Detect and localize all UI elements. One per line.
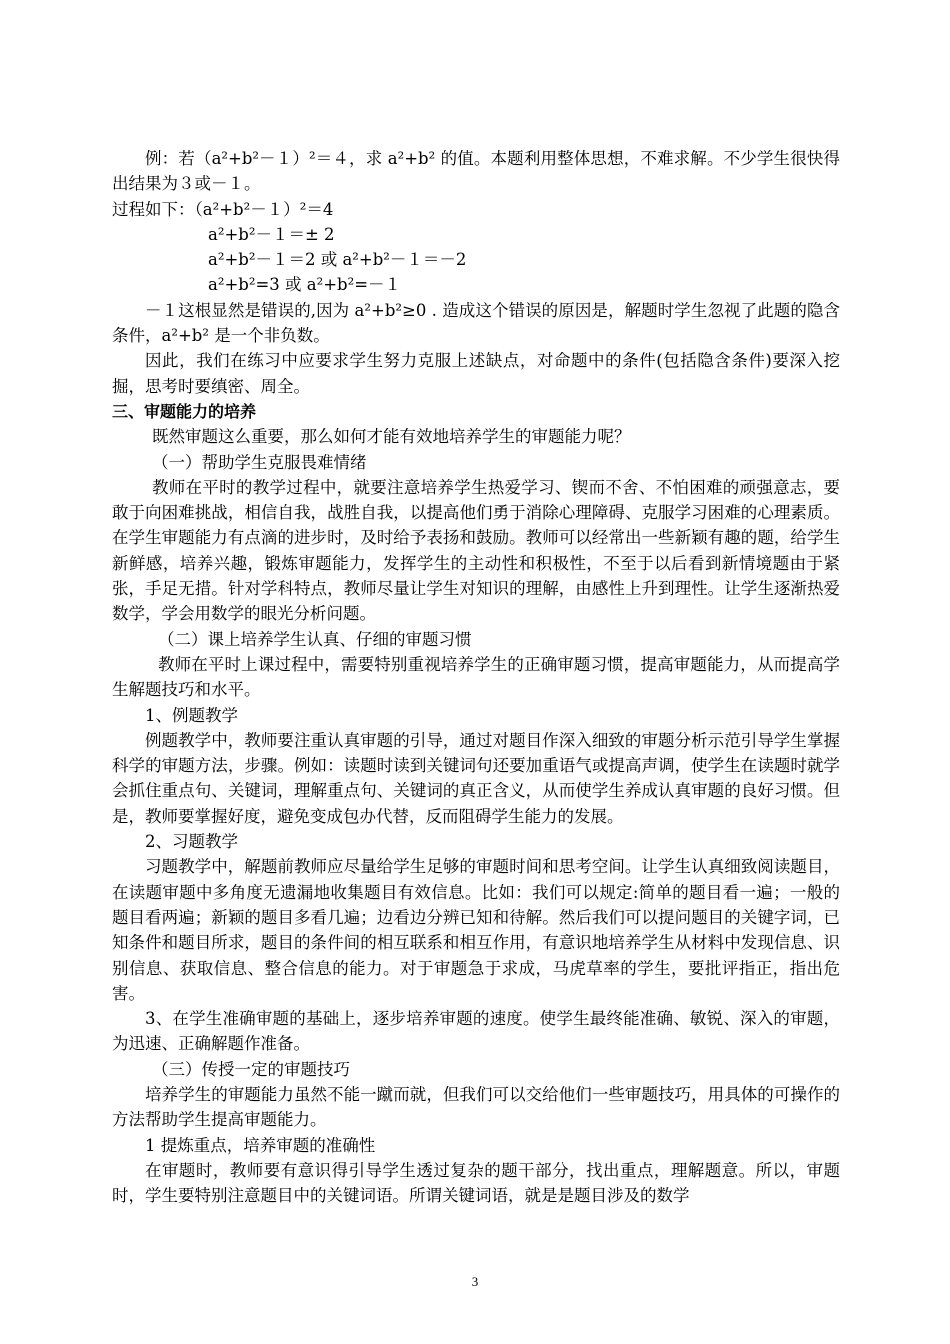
intro-question: 既然审题这么重要，那么如何才能有效地培养学生的审题能力呢？ xyxy=(152,427,631,447)
error-explanation: －１这根显然是错误的,因为 a²+b²≥0 . 造成这个错误的原因是，解题时学生忽视了此题的隐含条件，a²+b² 是一个非负数。 xyxy=(112,300,840,346)
paragraph-speed: 3、在学生准确审题的基础上，逐步培养审题的速度。使学生最终能准确、敏锐、深入的审题，为迅速、正确解题作准备。 xyxy=(112,1009,840,1054)
conclusion-paragraph: 因此，我们在练习中应要求学生努力克服上述缺点，对命题中的条件(包括隐含条件)要深入挖掘，思考时要缜密、周全。 xyxy=(112,351,840,396)
paragraph-techniques: 培养学生的审题能力虽然不能一蹴而就，但我们可以交给他们一些审题技巧，用具体的可操作的方法帮助学生提高审题能力。 xyxy=(112,1084,840,1130)
subheading-2: （二）课上培养学生认真、仔细的审题习惯 xyxy=(158,629,472,649)
document-body xyxy=(112,146,840,1208)
page-number: 3 xyxy=(471,1274,479,1289)
process-line: 过程如下：（a²+b²－１）²＝4 xyxy=(112,199,334,219)
example-paragraph: 例：若（a²+b²－１）²＝４，求 a²+b² 的值。本题利用整体思想，不难求解。不少学生很快得出结果为３或－１。 xyxy=(112,149,840,194)
item-example-teaching: 1、例题教学 xyxy=(145,705,238,725)
paragraph-key-points: 在审题时，教师要有意识得引导学生透过复杂的题干部分，找出重点，理解题意。所以，审题时，学生要特别注意题目中的关键词语。所谓关键词语，就是是题目涉及的数学 xyxy=(112,1160,840,1206)
item-exercise-teaching: 2、习题教学 xyxy=(145,832,238,852)
paragraph-example-teaching: 例题教学中，教师要注重认真审题的引导，通过对题目作深入细致的审题分析示范引导学生掌握科学的审题方法，步骤。例如：读题时读到关键词句还要加重语气或提高声调，使学生在读题时就学会抓住重点句、关键词，理解重点句、关键词的真正含义，从而使学生养成认真审题的良好习惯。但是，教师要掌握好度，避免变成包办代替，反而阻碍学生能力的发展。 xyxy=(112,730,840,826)
paragraph-habits: 教师在平时上课过程中，需要特别重视培养学生的正确审题习惯，提高审题能力，从而提高学生解题技巧和水平。 xyxy=(112,654,840,700)
item-key-points: 1 提炼重点，培养审题的准确性 xyxy=(145,1135,376,1155)
section-heading-3: 三、审题能力的培养 xyxy=(112,401,257,421)
math-step-1: a²+b²－１＝± 2 xyxy=(208,224,335,244)
subheading-3: （三）传授一定的审题技巧 xyxy=(152,1059,350,1079)
math-step-3: a²+b²=3 或 a²+b²=－１ xyxy=(208,275,402,295)
paragraph-exercise-teaching: 习题教学中，解题前教师应尽量给学生足够的审题时间和思考空间。让学生认真细致阅读题目，在读题审题中多角度无遗漏地收集题目有效信息。比如：我们可以规定:简单的题目看一遍；一般的题目看两遍；新颖的题目多看几遍；边看边分辨已知和待解。然后我们可以提问题目的关键字词，已知条件和题目所求，题目的条件间的相互联系和相互作用，有意识地培养学生从材料中发现信息、识别信息、获取信息、整合信息的能力。对于审题急于求成，马虎草率的学生，要批评指正，指出危害。 xyxy=(112,857,840,1003)
math-step-2: a²+b²－１＝2 或 a²+b²－１＝－2 xyxy=(208,250,467,270)
paragraph-overcome-fear: 教师在平时的教学过程中，就要注意培养学生热爱学习、锲而不舍、不怕困难的顽强意志，要敢于向困难挑战，相信自我，战胜自我，以提高他们勇于消除心理障碍、克服学习困难的心理素质。在学生审题能力有点滴的进步时，及时给予表扬和鼓励。教师可以经常出一些新颖有趣的题，给学生新鲜感，培养兴趣，锻炼审题能力，发挥学生的主动性和积极性，不至于以后看到新情境题由于紧张，手足无措。针对学科特点，教师尽量让学生对知识的理解，由感性上升到理性。让学生逐渐热爱数学，学会用数学的眼光分析问题。 xyxy=(112,477,840,624)
subheading-1: （一）帮助学生克服畏难情绪 xyxy=(152,452,367,472)
